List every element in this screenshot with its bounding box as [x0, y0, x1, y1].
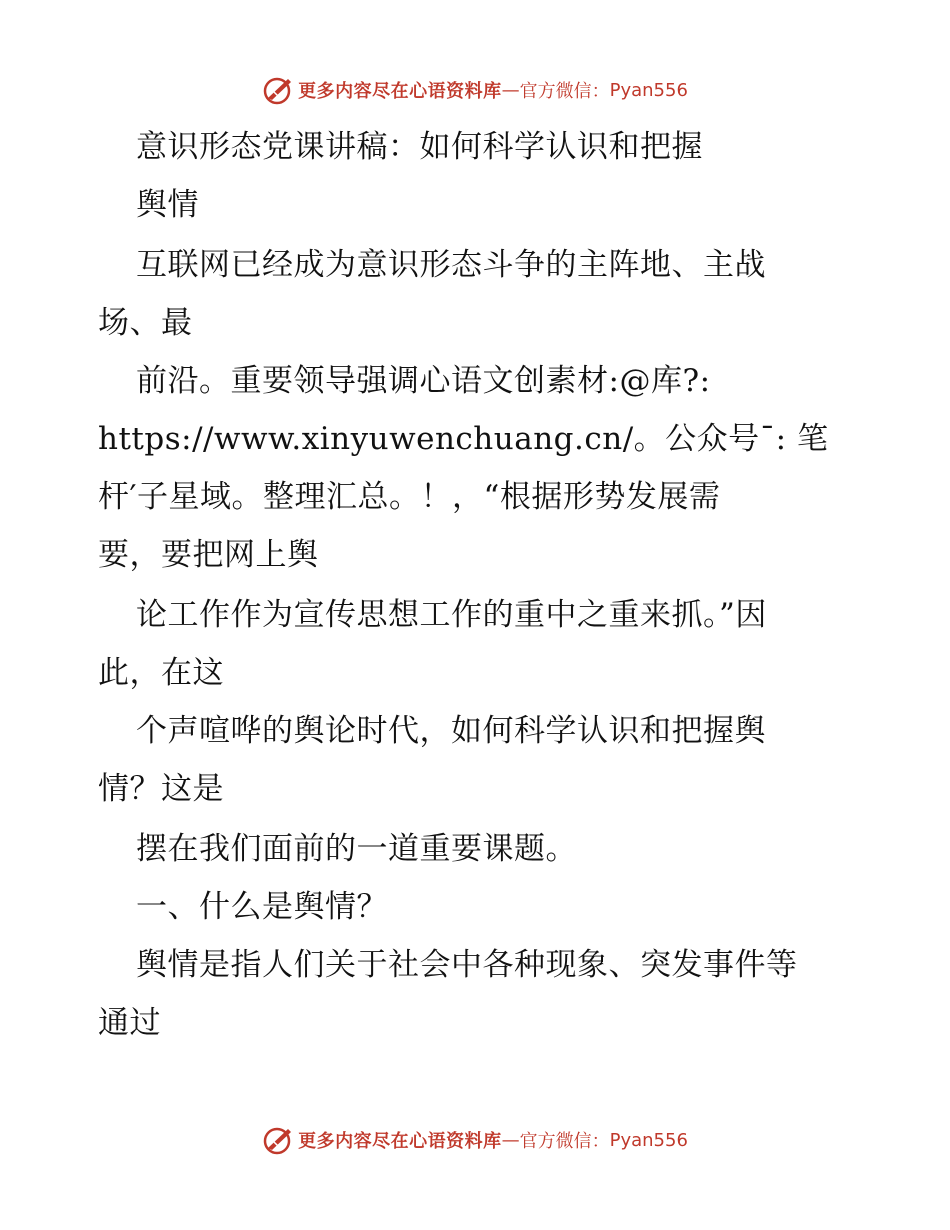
quill-pen-seal-icon — [262, 1124, 294, 1156]
header-watermark-banner — [0, 72, 950, 108]
paragraph-line: 通过 — [98, 1005, 161, 1041]
banner-wechat-id: Pyan556 — [609, 1129, 688, 1151]
paragraph-line: 舆情是指人们关于社会中各种现象、突发事件等 — [136, 947, 798, 983]
paragraph-line: 论工作作为宣传思想工作的重中之重来抓。”因 — [136, 597, 767, 633]
footer-watermark-banner — [0, 1122, 950, 1158]
banner-separator: — — [501, 1129, 520, 1151]
paragraph-line: 前沿。重要领导强调心语文创素材:@库?: — [136, 363, 711, 399]
paragraph-line: 互联网已经成为意识形态斗争的主阵地、主战 — [136, 247, 766, 283]
banner-wechat-id: Pyan556 — [609, 79, 688, 101]
paragraph-line: 情？这是 — [98, 771, 224, 807]
paragraph-line: 摆在我们面前的一道重要课题。 — [136, 831, 577, 867]
paragraph-line: 个声喧哗的舆论时代，如何科学认识和把握舆 — [136, 713, 766, 749]
document-title-line-2: 舆情 — [136, 187, 199, 223]
banner-lead-text: 更多内容尽在心语资料库 — [298, 81, 502, 102]
banner-wechat-label: 官方微信： — [519, 1131, 610, 1152]
paragraph-line: 要，要把网上舆 — [98, 537, 319, 573]
document-title-line-1: 意识形态党课讲稿：如何科学认识和把握 — [136, 129, 703, 165]
paragraph-line: 杆′子星域。整理汇总。！，“根据形势发展需 — [98, 479, 721, 515]
quill-pen-seal-icon — [262, 74, 294, 106]
paragraph-line: https://www.xinyuwenchuang.cn/。公众号¯: 笔 — [98, 421, 829, 457]
paragraph-line: 此，在这 — [98, 655, 224, 691]
banner-lead-text: 更多内容尽在心语资料库 — [298, 1131, 502, 1152]
banner-separator: — — [501, 79, 520, 101]
section-heading: 一、什么是舆情？ — [136, 889, 388, 925]
banner-wechat-label: 官方微信： — [519, 81, 610, 102]
paragraph-line: 场、最 — [98, 305, 193, 341]
